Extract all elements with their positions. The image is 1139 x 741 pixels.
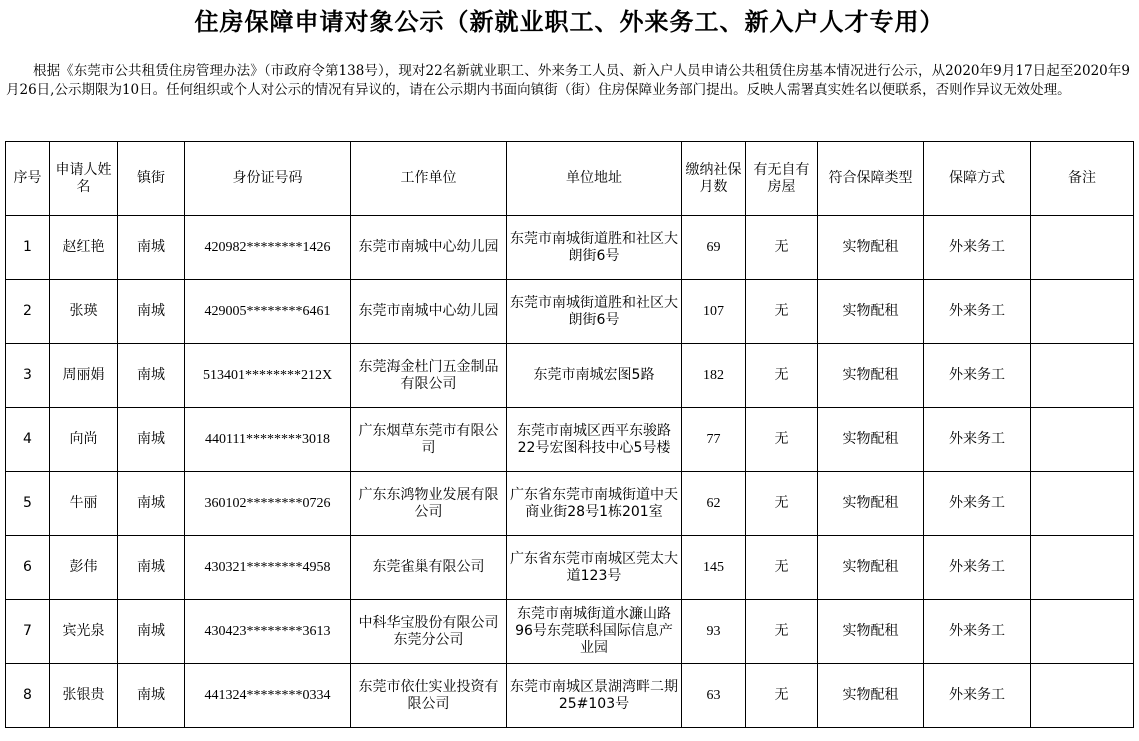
applicant-table (5, 141, 1134, 728)
cell-note (1031, 344, 1134, 408)
header-unit: 工作单位 (351, 142, 507, 216)
cell-unit: 东莞市南城中心幼儿园 (351, 216, 507, 280)
cell-id: 513401********212X (185, 344, 351, 408)
cell-note (1031, 408, 1134, 472)
cell-id: 441324********0334 (185, 664, 351, 728)
cell-no: 7 (6, 600, 50, 664)
cell-id: 420982********1426 (185, 216, 351, 280)
table-row (6, 664, 1134, 728)
cell-town: 南城 (118, 280, 185, 344)
cell-no: 5 (6, 472, 50, 536)
cell-house: 无 (746, 344, 818, 408)
cell-id: 429005********6461 (185, 280, 351, 344)
header-method: 保障方式 (924, 142, 1031, 216)
cell-town: 南城 (118, 664, 185, 728)
cell-months: 182 (682, 344, 746, 408)
cell-name: 周丽娟 (50, 344, 118, 408)
cell-name: 宾光泉 (50, 600, 118, 664)
cell-method: 外来务工 (924, 344, 1031, 408)
cell-house: 无 (746, 408, 818, 472)
header-type: 符合保障类型 (818, 142, 924, 216)
cell-id: 360102********0726 (185, 472, 351, 536)
cell-months: 145 (682, 536, 746, 600)
cell-type: 实物配租 (818, 472, 924, 536)
cell-no: 8 (6, 664, 50, 728)
cell-unit: 东莞市南城中心幼儿园 (351, 280, 507, 344)
cell-type: 实物配租 (818, 536, 924, 600)
cell-note (1031, 280, 1134, 344)
cell-address: 东莞市南城宏图5路 (507, 344, 682, 408)
table-row (6, 280, 1134, 344)
cell-unit: 广东烟草东莞市有限公司 (351, 408, 507, 472)
cell-address: 东莞市南城街道胜和社区大朗街6号 (507, 280, 682, 344)
table-row (6, 216, 1134, 280)
cell-id: 430423********3613 (185, 600, 351, 664)
cell-unit: 东莞海金杜门五金制品有限公司 (351, 344, 507, 408)
cell-town: 南城 (118, 600, 185, 664)
cell-no: 1 (6, 216, 50, 280)
cell-town: 南城 (118, 344, 185, 408)
cell-name: 张瑛 (50, 280, 118, 344)
cell-unit: 中科华宝股份有限公司东莞分公司 (351, 600, 507, 664)
cell-name: 向尚 (50, 408, 118, 472)
table-header-row (6, 142, 1134, 216)
cell-name: 赵红艳 (50, 216, 118, 280)
cell-town: 南城 (118, 536, 185, 600)
header-months: 缴纳社保月数 (682, 142, 746, 216)
cell-type: 实物配租 (818, 408, 924, 472)
cell-type: 实物配租 (818, 280, 924, 344)
page-title: 住房保障申请对象公示（新就业职工、外来务工、新入户人才专用） (194, 8, 945, 36)
table-row (6, 472, 1134, 536)
cell-no: 6 (6, 536, 50, 600)
cell-months: 93 (682, 600, 746, 664)
cell-note (1031, 536, 1134, 600)
cell-house: 无 (746, 664, 818, 728)
cell-name: 牛丽 (50, 472, 118, 536)
header-town: 镇街 (118, 142, 185, 216)
cell-method: 外来务工 (924, 536, 1031, 600)
cell-note (1031, 600, 1134, 664)
cell-method: 外来务工 (924, 280, 1031, 344)
cell-house: 无 (746, 216, 818, 280)
cell-house: 无 (746, 472, 818, 536)
cell-months: 62 (682, 472, 746, 536)
cell-unit: 东莞市依仕实业投资有限公司 (351, 664, 507, 728)
header-note: 备注 (1031, 142, 1134, 216)
cell-id: 440111********3018 (185, 408, 351, 472)
header-name: 申请人姓名 (50, 142, 118, 216)
cell-months: 69 (682, 216, 746, 280)
cell-address: 东莞市南城街道胜和社区大朗街6号 (507, 216, 682, 280)
cell-address: 东莞市南城区西平东骏路22号宏图科技中心5号楼 (507, 408, 682, 472)
cell-address: 广东省东莞市南城区莞太大道123号 (507, 536, 682, 600)
cell-type: 实物配租 (818, 344, 924, 408)
cell-note (1031, 664, 1134, 728)
cell-no: 4 (6, 408, 50, 472)
cell-note (1031, 472, 1134, 536)
cell-unit: 东莞雀巢有限公司 (351, 536, 507, 600)
cell-type: 实物配租 (818, 664, 924, 728)
cell-town: 南城 (118, 472, 185, 536)
cell-months: 107 (682, 280, 746, 344)
cell-method: 外来务工 (924, 664, 1031, 728)
cell-town: 南城 (118, 216, 185, 280)
cell-unit: 广东东鸿物业发展有限公司 (351, 472, 507, 536)
intro-paragraph: 根据《东莞市公共租赁住房管理办法》（市政府令第138号），现对22名新就业职工、外来务工人员、新入户人员申请公共租赁住房基本情况进行公示，从2020年9月17日起至2020年9月26日,公示期限为10日。任何组织或个人对公示的情况有异议的，请在公示期内书面向镇街（街）住房保障业务部门提出。反映人需署真实姓名以便联系，否则作异议无效处理。 (6, 63, 1130, 98)
header-no: 序号 (6, 142, 50, 216)
cell-house: 无 (746, 280, 818, 344)
cell-method: 外来务工 (924, 216, 1031, 280)
cell-method: 外来务工 (924, 472, 1031, 536)
header-address: 单位地址 (507, 142, 682, 216)
cell-months: 77 (682, 408, 746, 472)
cell-name: 彭伟 (50, 536, 118, 600)
header-house: 有无自有房屋 (746, 142, 818, 216)
cell-no: 3 (6, 344, 50, 408)
table-row (6, 536, 1134, 600)
cell-name: 张银贵 (50, 664, 118, 728)
cell-type: 实物配租 (818, 216, 924, 280)
header-id: 身份证号码 (185, 142, 351, 216)
cell-house: 无 (746, 536, 818, 600)
table-row (6, 344, 1134, 408)
cell-method: 外来务工 (924, 600, 1031, 664)
cell-id: 430321********4958 (185, 536, 351, 600)
cell-address: 广东省东莞市南城街道中天商业街28号1栋201室 (507, 472, 682, 536)
cell-method: 外来务工 (924, 408, 1031, 472)
cell-town: 南城 (118, 408, 185, 472)
table-row (6, 408, 1134, 472)
cell-house: 无 (746, 600, 818, 664)
cell-type: 实物配租 (818, 600, 924, 664)
cell-no: 2 (6, 280, 50, 344)
cell-address: 东莞市南城区景湖湾畔二期25#103号 (507, 664, 682, 728)
cell-address: 东莞市南城街道水濂山路96号东莞联科国际信息产业园 (507, 600, 682, 664)
table-row (6, 600, 1134, 664)
cell-note (1031, 216, 1134, 280)
cell-months: 63 (682, 664, 746, 728)
